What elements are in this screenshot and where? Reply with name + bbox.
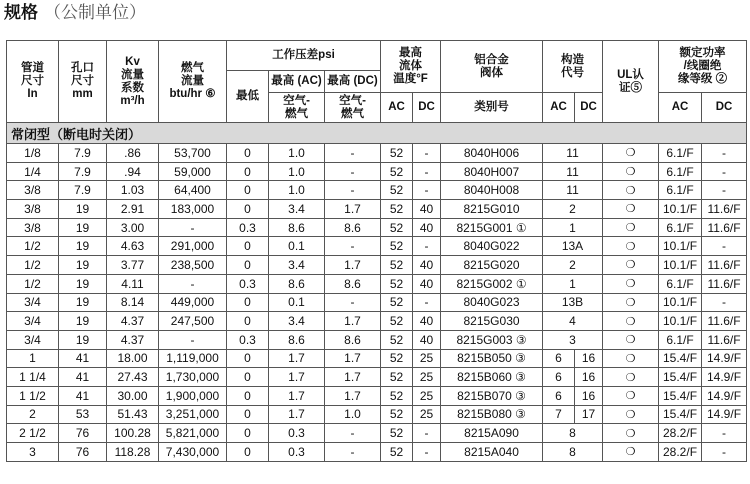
cell-construction: 13B	[543, 293, 603, 312]
cell-power-dc: -	[702, 443, 747, 462]
cell-power-ac: 15.4/F	[659, 349, 702, 368]
ul-listed-icon: ❍	[603, 312, 659, 331]
col-catalog: 类别号	[441, 93, 543, 123]
cell-orifice: 19	[59, 330, 107, 349]
cell-power-dc: -	[702, 293, 747, 312]
cell-power-ac: 15.4/F	[659, 405, 702, 424]
cell-gas-flow: 59,000	[159, 162, 227, 181]
cell-temp-ac: 52	[381, 405, 413, 424]
table-row	[7, 274, 747, 293]
cell-power-dc: -	[702, 424, 747, 443]
cell-temp-ac: 52	[381, 424, 413, 443]
cell-power-ac: 28.2/F	[659, 424, 702, 443]
cell-pipe-size: 2 1/2	[7, 424, 59, 443]
cell-max-dc: -	[325, 162, 381, 181]
table-row	[7, 144, 747, 163]
cell-kv: .94	[107, 162, 159, 181]
table-row	[7, 405, 747, 424]
cell-max-ac: 1.7	[269, 386, 325, 405]
cell-catalog: 8215G001 ①	[441, 218, 543, 237]
cell-cons-dc: 17	[575, 405, 603, 424]
ul-listed-icon: ❍	[603, 424, 659, 443]
cell-power-dc: 11.6/F	[702, 218, 747, 237]
ul-listed-icon: ❍	[603, 293, 659, 312]
cell-power-dc: -	[702, 237, 747, 256]
cell-power-ac: 10.1/F	[659, 237, 702, 256]
table-row	[7, 181, 747, 200]
cell-max-dc: -	[325, 443, 381, 462]
cell-temp-dc: -	[413, 443, 441, 462]
cell-catalog: 8040H006	[441, 144, 543, 163]
cell-catalog: 8215G030	[441, 312, 543, 331]
cell-orifice: 19	[59, 312, 107, 331]
col-power-ac: AC	[659, 93, 702, 123]
ul-listed-icon: ❍	[603, 443, 659, 462]
cell-temp-ac: 52	[381, 181, 413, 200]
cell-kv: 18.00	[107, 349, 159, 368]
table-row	[7, 237, 747, 256]
cell-power-ac: 28.2/F	[659, 443, 702, 462]
cell-temp-dc: 25	[413, 405, 441, 424]
cell-max-dc: -	[325, 293, 381, 312]
cell-temp-dc: 40	[413, 274, 441, 293]
cell-temp-dc: 25	[413, 349, 441, 368]
cell-kv: 3.00	[107, 218, 159, 237]
cell-max-dc: 1.7	[325, 200, 381, 219]
cell-cons-ac: 6	[543, 386, 575, 405]
ul-listed-icon: ❍	[603, 349, 659, 368]
cell-power-ac: 6.1/F	[659, 162, 702, 181]
cell-max-dc: 1.7	[325, 256, 381, 275]
cell-pipe-size: 1/2	[7, 256, 59, 275]
cell-temp-ac: 52	[381, 330, 413, 349]
cell-orifice: 76	[59, 424, 107, 443]
cell-pipe-size: 1	[7, 349, 59, 368]
header-row-1	[7, 41, 747, 71]
cell-kv: 100.28	[107, 424, 159, 443]
cell-catalog: 8215B080 ③	[441, 405, 543, 424]
cell-gas-flow: 291,000	[159, 237, 227, 256]
cell-pipe-size: 1/2	[7, 274, 59, 293]
cell-kv: 4.63	[107, 237, 159, 256]
cell-temp-dc: 40	[413, 200, 441, 219]
cell-orifice: 41	[59, 368, 107, 387]
col-temp: 最高 流体 温度°F	[381, 41, 441, 93]
table-row	[7, 386, 747, 405]
cell-max-ac: 1.7	[269, 405, 325, 424]
cell-catalog: 8215G010	[441, 200, 543, 219]
cell-power-ac: 10.1/F	[659, 312, 702, 331]
cell-construction: 13A	[543, 237, 603, 256]
cell-temp-ac: 52	[381, 349, 413, 368]
cell-min: 0	[227, 237, 269, 256]
cell-temp-ac: 52	[381, 144, 413, 163]
cell-kv: .86	[107, 144, 159, 163]
cell-kv: 4.37	[107, 312, 159, 331]
cell-catalog: 8040G023	[441, 293, 543, 312]
cell-kv: 2.91	[107, 200, 159, 219]
cell-power-ac: 10.1/F	[659, 200, 702, 219]
cell-min: 0	[227, 200, 269, 219]
cell-catalog: 8215A090	[441, 424, 543, 443]
cell-gas-flow: 238,500	[159, 256, 227, 275]
cell-pipe-size: 3/8	[7, 181, 59, 200]
cell-kv: 3.77	[107, 256, 159, 275]
cell-max-dc: 1.7	[325, 349, 381, 368]
cell-pipe-size: 3/8	[7, 200, 59, 219]
col-max-ac: 最高 (AC)	[269, 71, 325, 93]
cell-gas-flow: 5,821,000	[159, 424, 227, 443]
cell-kv: 27.43	[107, 368, 159, 387]
cell-construction: 1	[543, 274, 603, 293]
cell-power-ac: 6.1/F	[659, 330, 702, 349]
cell-temp-ac: 52	[381, 443, 413, 462]
cell-temp-dc: -	[413, 181, 441, 200]
cell-orifice: 76	[59, 443, 107, 462]
title-subtitle: （公制单位）	[44, 3, 146, 23]
cell-cons-dc: 16	[575, 386, 603, 405]
cell-temp-dc: 40	[413, 218, 441, 237]
cell-catalog: 8215G002 ①	[441, 274, 543, 293]
cell-temp-ac: 52	[381, 293, 413, 312]
cell-pipe-size: 1/2	[7, 237, 59, 256]
cell-power-ac: 15.4/F	[659, 386, 702, 405]
cell-max-dc: 8.6	[325, 274, 381, 293]
cell-max-ac: 3.4	[269, 256, 325, 275]
cell-pipe-size: 2	[7, 405, 59, 424]
cell-cons-dc: 16	[575, 368, 603, 387]
cell-max-ac: 1.7	[269, 368, 325, 387]
cell-construction: 11	[543, 144, 603, 163]
cell-temp-dc: 25	[413, 386, 441, 405]
cell-orifice: 19	[59, 237, 107, 256]
cell-temp-dc: -	[413, 144, 441, 163]
cell-construction: 3	[543, 330, 603, 349]
ul-listed-icon: ❍	[603, 218, 659, 237]
table-row	[7, 256, 747, 275]
ul-listed-icon: ❍	[603, 274, 659, 293]
cell-construction: 1	[543, 218, 603, 237]
cell-kv: 30.00	[107, 386, 159, 405]
cell-max-dc: -	[325, 181, 381, 200]
col-air-gas-dc: 空气- 燃气	[325, 93, 381, 123]
cell-min: 0.3	[227, 218, 269, 237]
cell-pipe-size: 3/4	[7, 330, 59, 349]
cell-gas-flow: 7,430,000	[159, 443, 227, 462]
cell-orifice: 41	[59, 349, 107, 368]
ul-listed-icon: ❍	[603, 386, 659, 405]
cell-gas-flow: 3,251,000	[159, 405, 227, 424]
cell-gas-flow: 183,000	[159, 200, 227, 219]
cell-cons-ac: 6	[543, 368, 575, 387]
cell-construction: 4	[543, 312, 603, 331]
cell-kv: 4.37	[107, 330, 159, 349]
cell-construction: 2	[543, 200, 603, 219]
cell-power-ac: 6.1/F	[659, 274, 702, 293]
cell-temp-dc: 25	[413, 368, 441, 387]
cell-temp-ac: 52	[381, 162, 413, 181]
cell-pipe-size: 1 1/2	[7, 386, 59, 405]
cell-catalog: 8215A040	[441, 443, 543, 462]
table-row	[7, 312, 747, 331]
ul-listed-icon: ❍	[603, 256, 659, 275]
cell-temp-dc: -	[413, 293, 441, 312]
cell-orifice: 53	[59, 405, 107, 424]
ul-listed-icon: ❍	[603, 162, 659, 181]
cell-min: 0	[227, 256, 269, 275]
title-main: 规格	[4, 3, 38, 23]
cell-power-dc: -	[702, 162, 747, 181]
cell-catalog: 8040H007	[441, 162, 543, 181]
cell-power-dc: -	[702, 181, 747, 200]
col-gas-flow: 燃气 流量 btu/hr ⑥	[159, 41, 227, 123]
cell-orifice: 41	[59, 386, 107, 405]
cell-gas-flow: -	[159, 274, 227, 293]
cell-catalog: 8215B070 ③	[441, 386, 543, 405]
cell-catalog: 8215B060 ③	[441, 368, 543, 387]
col-pipe-size: 管道 尺寸 In	[7, 41, 59, 123]
cell-temp-ac: 52	[381, 368, 413, 387]
cell-min: 0	[227, 162, 269, 181]
cell-max-ac: 3.4	[269, 312, 325, 331]
cell-kv: 51.43	[107, 405, 159, 424]
cell-max-ac: 0.1	[269, 237, 325, 256]
cell-max-dc: 8.6	[325, 218, 381, 237]
page-title	[4, 0, 146, 26]
ul-listed-icon: ❍	[603, 237, 659, 256]
cell-min: 0	[227, 405, 269, 424]
cell-cons-ac: 7	[543, 405, 575, 424]
ul-listed-icon: ❍	[603, 368, 659, 387]
cell-power-dc: -	[702, 144, 747, 163]
cell-power-ac: 10.1/F	[659, 293, 702, 312]
cell-power-ac: 10.1/F	[659, 256, 702, 275]
cell-power-ac: 6.1/F	[659, 181, 702, 200]
cell-temp-dc: 40	[413, 330, 441, 349]
cell-max-ac: 1.0	[269, 162, 325, 181]
col-temp-dc: DC	[413, 93, 441, 123]
cell-min: 0	[227, 144, 269, 163]
cell-orifice: 7.9	[59, 162, 107, 181]
cell-gas-flow: 1,900,000	[159, 386, 227, 405]
table-row	[7, 330, 747, 349]
cell-temp-dc: 40	[413, 312, 441, 331]
col-power: 额定功率 /线圈绝 缘等级 ②	[659, 41, 747, 93]
cell-temp-ac: 52	[381, 312, 413, 331]
cell-pipe-size: 1 1/4	[7, 368, 59, 387]
cell-pipe-size: 1/8	[7, 144, 59, 163]
cell-construction: 8	[543, 424, 603, 443]
ul-listed-icon: ❍	[603, 181, 659, 200]
cell-max-ac: 1.0	[269, 144, 325, 163]
cell-min: 0.3	[227, 274, 269, 293]
cell-min: 0	[227, 349, 269, 368]
cell-max-dc: -	[325, 237, 381, 256]
cell-cons-ac: 6	[543, 349, 575, 368]
cell-pipe-size: 3/8	[7, 218, 59, 237]
cell-temp-ac: 52	[381, 386, 413, 405]
cell-pipe-size: 3/4	[7, 293, 59, 312]
cell-orifice: 19	[59, 218, 107, 237]
cell-orifice: 19	[59, 200, 107, 219]
table-row	[7, 368, 747, 387]
cell-temp-ac: 52	[381, 256, 413, 275]
cell-temp-dc: -	[413, 237, 441, 256]
cell-construction: 11	[543, 162, 603, 181]
col-cons-ac: AC	[543, 93, 575, 123]
cell-temp-ac: 52	[381, 218, 413, 237]
table-row	[7, 293, 747, 312]
ul-listed-icon: ❍	[603, 405, 659, 424]
cell-power-dc: 14.9/F	[702, 349, 747, 368]
cell-kv: 1.03	[107, 181, 159, 200]
cell-orifice: 19	[59, 293, 107, 312]
cell-power-dc: 11.6/F	[702, 312, 747, 331]
cell-max-dc: 1.7	[325, 312, 381, 331]
cell-power-dc: 11.6/F	[702, 256, 747, 275]
cell-max-dc: 1.7	[325, 368, 381, 387]
cell-construction: 8	[543, 443, 603, 462]
cell-orifice: 7.9	[59, 181, 107, 200]
cell-max-ac: 1.7	[269, 349, 325, 368]
cell-min: 0	[227, 293, 269, 312]
ul-listed-icon: ❍	[603, 200, 659, 219]
cell-power-dc: 14.9/F	[702, 405, 747, 424]
cell-cons-dc: 16	[575, 349, 603, 368]
cell-orifice: 19	[59, 274, 107, 293]
table-row	[7, 424, 747, 443]
cell-max-ac: 8.6	[269, 330, 325, 349]
cell-min: 0.3	[227, 330, 269, 349]
cell-max-ac: 3.4	[269, 200, 325, 219]
cell-min: 0	[227, 181, 269, 200]
cell-orifice: 19	[59, 256, 107, 275]
cell-max-dc: -	[325, 424, 381, 443]
cell-min: 0	[227, 424, 269, 443]
spec-table	[6, 40, 747, 462]
cell-max-ac: 0.3	[269, 443, 325, 462]
col-air-gas-ac: 空气- 燃气	[269, 93, 325, 123]
cell-pipe-size: 3/4	[7, 312, 59, 331]
cell-catalog: 8215G003 ③	[441, 330, 543, 349]
cell-pipe-size: 1/4	[7, 162, 59, 181]
cell-power-dc: 14.9/F	[702, 386, 747, 405]
cell-max-ac: 8.6	[269, 218, 325, 237]
col-pressure-group: 工作压差psi	[227, 41, 381, 71]
cell-power-dc: 14.9/F	[702, 368, 747, 387]
col-temp-ac: AC	[381, 93, 413, 123]
col-min: 最低	[227, 71, 269, 123]
cell-gas-flow: -	[159, 218, 227, 237]
cell-max-ac: 0.3	[269, 424, 325, 443]
cell-catalog: 8040H008	[441, 181, 543, 200]
cell-kv: 8.14	[107, 293, 159, 312]
section-label: 常闭型（断电时关闭）	[7, 123, 747, 144]
cell-max-ac: 1.0	[269, 181, 325, 200]
table-row	[7, 162, 747, 181]
cell-max-dc: 1.0	[325, 405, 381, 424]
col-ul: UL认 证⑤	[603, 41, 659, 123]
ul-listed-icon: ❍	[603, 144, 659, 163]
table-row	[7, 349, 747, 368]
cell-construction: 11	[543, 181, 603, 200]
cell-min: 0	[227, 443, 269, 462]
cell-power-dc: 11.6/F	[702, 330, 747, 349]
cell-gas-flow: 64,400	[159, 181, 227, 200]
cell-kv: 118.28	[107, 443, 159, 462]
cell-gas-flow: 53,700	[159, 144, 227, 163]
cell-power-dc: 11.6/F	[702, 200, 747, 219]
cell-temp-dc: -	[413, 162, 441, 181]
cell-gas-flow: 1,119,000	[159, 349, 227, 368]
cell-temp-ac: 52	[381, 237, 413, 256]
cell-gas-flow: 1,730,000	[159, 368, 227, 387]
cell-max-dc: 8.6	[325, 330, 381, 349]
section-row	[7, 123, 747, 144]
cell-max-dc: 1.7	[325, 386, 381, 405]
cell-construction: 2	[543, 256, 603, 275]
table-row	[7, 218, 747, 237]
col-construction: 构造 代号	[543, 41, 603, 93]
cell-orifice: 7.9	[59, 144, 107, 163]
cell-gas-flow: -	[159, 330, 227, 349]
cell-power-dc: 11.6/F	[702, 274, 747, 293]
cell-min: 0	[227, 312, 269, 331]
cell-temp-dc: 40	[413, 256, 441, 275]
col-cons-dc: DC	[575, 93, 603, 123]
cell-max-dc: -	[325, 144, 381, 163]
cell-catalog: 8215B050 ③	[441, 349, 543, 368]
col-body: 铝合金 阀体	[441, 41, 543, 93]
cell-gas-flow: 449,000	[159, 293, 227, 312]
table-row	[7, 200, 747, 219]
cell-max-ac: 8.6	[269, 274, 325, 293]
cell-power-ac: 6.1/F	[659, 144, 702, 163]
col-power-dc: DC	[702, 93, 747, 123]
cell-temp-dc: -	[413, 424, 441, 443]
cell-power-ac: 6.1/F	[659, 218, 702, 237]
col-kv: Kv 流量 系数 m³/h	[107, 41, 159, 123]
cell-pipe-size: 3	[7, 443, 59, 462]
cell-catalog: 8215G020	[441, 256, 543, 275]
col-orifice: 孔口 尺寸 mm	[59, 41, 107, 123]
cell-power-ac: 15.4/F	[659, 368, 702, 387]
cell-temp-ac: 52	[381, 274, 413, 293]
cell-min: 0	[227, 368, 269, 387]
ul-listed-icon: ❍	[603, 330, 659, 349]
cell-temp-ac: 52	[381, 200, 413, 219]
cell-min: 0	[227, 386, 269, 405]
table-row	[7, 443, 747, 462]
cell-gas-flow: 247,500	[159, 312, 227, 331]
col-max-dc: 最高 (DC)	[325, 71, 381, 93]
cell-max-ac: 0.1	[269, 293, 325, 312]
cell-catalog: 8040G022	[441, 237, 543, 256]
cell-kv: 4.11	[107, 274, 159, 293]
